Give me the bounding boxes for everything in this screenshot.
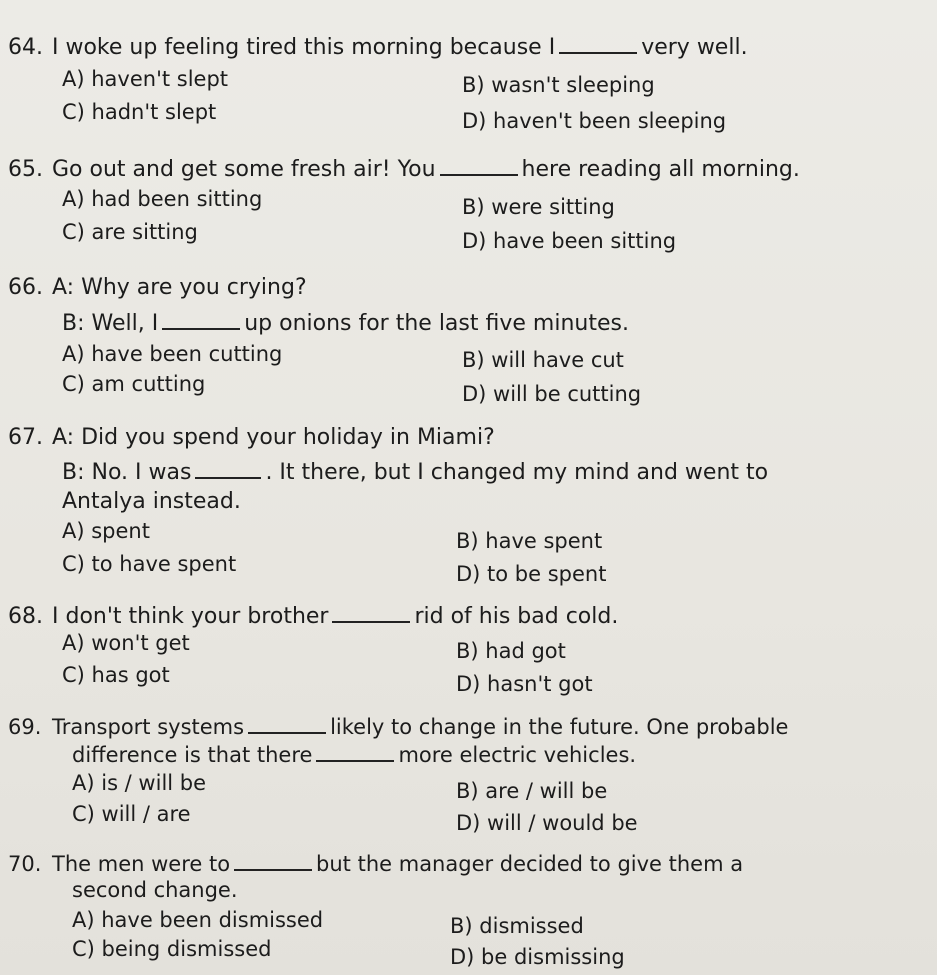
option-c[interactable]: C) am cutting (62, 372, 206, 396)
option-d[interactable]: D) to be spent (456, 562, 607, 586)
answer-blank[interactable] (559, 34, 637, 54)
option-a[interactable]: A) won't get (62, 631, 190, 655)
option-d[interactable]: D) will be cutting (462, 382, 642, 406)
question-number: 70. (8, 852, 42, 876)
question-stem-line: Antalya instead. (62, 489, 241, 514)
option-b[interactable]: B) dismissed (450, 914, 584, 938)
option-b[interactable]: B) are / will be (456, 779, 608, 803)
option-a[interactable]: A) spent (62, 519, 150, 543)
answer-blank[interactable] (248, 714, 326, 734)
option-b[interactable]: B) had got (456, 639, 566, 663)
question-number: 65. (8, 157, 43, 182)
answer-blank[interactable] (195, 459, 261, 479)
question-stem: 65. Go out and get some fresh air! You here reading all morning. (8, 157, 800, 182)
question-stem: 64. I woke up feeling tired this morning because I very well. (8, 35, 748, 60)
answer-blank[interactable] (234, 851, 312, 871)
question-stem: 66. A: Why are you crying? (8, 275, 307, 300)
option-a[interactable]: A) is / will be (72, 771, 207, 795)
question-stem-line: difference is that there more electric vehicles. (72, 743, 637, 767)
option-a[interactable]: A) have been cutting (62, 342, 283, 366)
question-number: 64. (8, 35, 43, 60)
option-c[interactable]: C) will / are (72, 802, 191, 826)
answer-blank[interactable] (440, 156, 518, 176)
answer-blank[interactable] (162, 310, 240, 330)
question-stem-line: B: No. I was . It there, but I changed my mind and went to (62, 460, 769, 485)
option-d[interactable]: D) be dismissing (450, 945, 625, 969)
option-d[interactable]: D) hasn't got (456, 672, 593, 696)
question-number: 69. (8, 715, 42, 739)
option-d[interactable]: D) will / would be (456, 811, 638, 835)
question-number: 67. (8, 425, 43, 450)
option-c[interactable]: C) has got (62, 663, 170, 687)
answer-blank[interactable] (316, 742, 394, 762)
question-stem: 70. The men were to but the manager decided to give them a (8, 852, 744, 876)
option-d[interactable]: D) haven't been sleeping (462, 109, 727, 133)
option-a[interactable]: A) haven't slept (62, 67, 229, 91)
answer-blank[interactable] (332, 603, 410, 623)
option-d[interactable]: D) have been sitting (462, 229, 677, 253)
question-stem: 69. Transport systems likely to change in the future. One probable (8, 715, 789, 739)
option-c[interactable]: C) hadn't slept (62, 100, 217, 124)
option-c[interactable]: C) are sitting (62, 220, 198, 244)
option-b[interactable]: B) will have cut (462, 348, 624, 372)
question-stem: 67. A: Did you spend your holiday in Miami? (8, 425, 495, 450)
question-number: 68. (8, 604, 43, 629)
option-a[interactable]: A) have been dismissed (72, 908, 324, 932)
question-stem: 68. I don't think your brother rid of his bad cold. (8, 604, 619, 629)
option-c[interactable]: C) being dismissed (72, 937, 272, 961)
option-b[interactable]: B) wasn't sleeping (462, 73, 655, 97)
option-c[interactable]: C) to have spent (62, 552, 237, 576)
option-b[interactable]: B) have spent (456, 529, 603, 553)
option-b[interactable]: B) were sitting (462, 195, 615, 219)
question-stem-line: B: Well, I up onions for the last five minutes. (62, 311, 629, 336)
question-number: 66. (8, 275, 43, 300)
option-a[interactable]: A) had been sitting (62, 187, 263, 211)
question-stem-line: second change. (72, 878, 238, 902)
